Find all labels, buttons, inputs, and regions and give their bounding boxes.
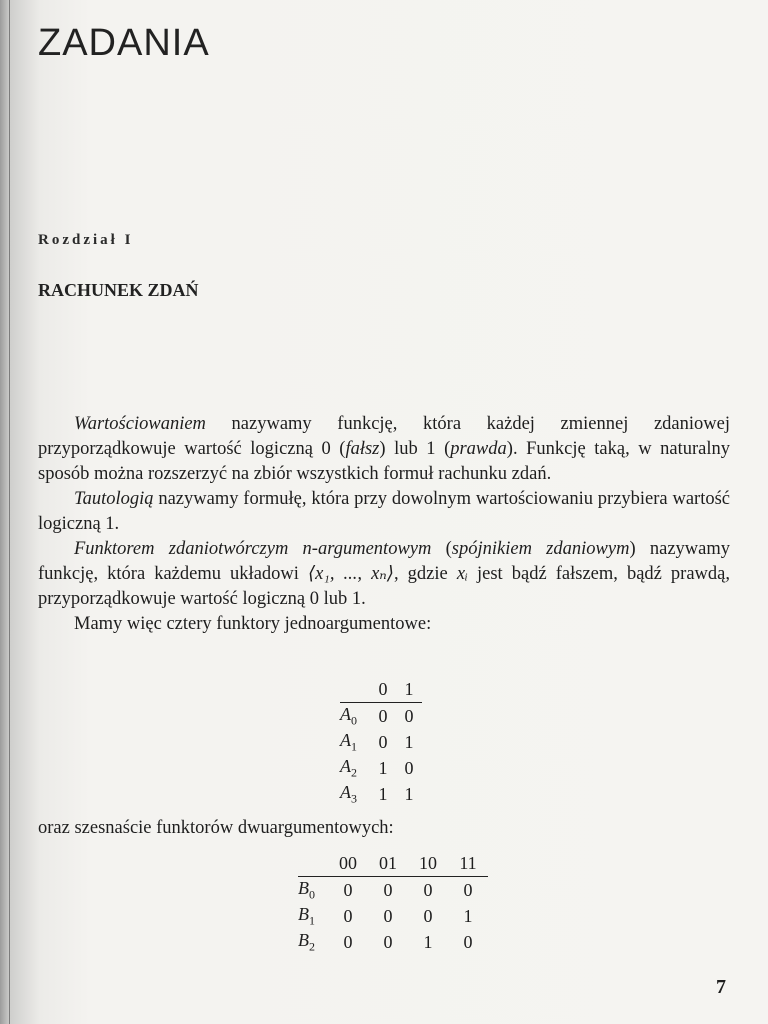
functor-index: 2 xyxy=(351,765,357,780)
table-cell: 0 xyxy=(404,705,414,726)
section-title: RACHUNEK ZDAŃ xyxy=(38,280,199,300)
text-span: ) nazywamy funkcję, która każdemu układowi xyxy=(38,539,730,584)
term-false: fałsz xyxy=(345,439,380,459)
term-connective: spójnikiem zdaniowym xyxy=(451,539,630,559)
unary-functor-table xyxy=(340,676,422,807)
paragraph-unary-intro: Mamy więc cztery funktory jednoargumentowe: xyxy=(74,614,432,634)
table-cell: 1 xyxy=(378,783,388,804)
row-label xyxy=(340,703,370,730)
table-header-cell: 01 xyxy=(368,850,408,877)
table-cell: 0 xyxy=(423,905,433,926)
chapter-title: ZADANIA xyxy=(38,22,210,64)
table-row xyxy=(340,781,422,807)
table-cell: 0 xyxy=(383,931,393,952)
row-label xyxy=(340,729,370,755)
table-cell: 1 xyxy=(404,731,414,752)
functor-index: 0 xyxy=(309,887,315,902)
table-row xyxy=(298,877,488,904)
table-cell: 0 xyxy=(343,931,353,952)
table-cell: 1 xyxy=(378,757,388,778)
functor-name: A xyxy=(340,729,351,750)
paragraph-functor xyxy=(38,537,730,612)
binary-functor-table xyxy=(298,850,488,955)
functor-index: 1 xyxy=(309,913,315,928)
table-cell: 0 xyxy=(463,931,473,952)
table-cell: 1 xyxy=(463,905,473,926)
paragraph-valuation xyxy=(38,412,730,487)
functor-name: B xyxy=(298,903,309,924)
table-corner xyxy=(340,676,370,703)
table-header-cell: 10 xyxy=(408,850,448,877)
text-span: nazywamy funkcję, która każdej zmiennej zdaniowej przyporządkowuje wartość logiczną 0 ( xyxy=(38,414,730,459)
functor-name: B xyxy=(298,877,309,898)
functor-name: B xyxy=(298,929,309,950)
table-row xyxy=(340,729,422,755)
functor-index: 1 xyxy=(351,739,357,754)
functor-name: A xyxy=(340,703,351,724)
table-cell: 1 xyxy=(404,783,414,804)
row-label xyxy=(298,903,328,929)
table-header-cell: 1 xyxy=(396,676,422,703)
functor-name: A xyxy=(340,755,351,776)
table-cell: 0 xyxy=(378,705,388,726)
term-valuation: Wartościowaniem xyxy=(74,414,206,434)
table-cell: 0 xyxy=(378,731,388,752)
functor-index: 2 xyxy=(309,939,315,954)
table-cell: 0 xyxy=(343,905,353,926)
body-text xyxy=(38,412,730,637)
row-label xyxy=(298,877,328,904)
table-header-cell: 00 xyxy=(328,850,368,877)
functor-index: 0 xyxy=(351,713,357,728)
table-header-row xyxy=(340,676,422,703)
row-label xyxy=(340,755,370,781)
text-span: jest bądź fałszem, bądź prawdą, przyporządkowuje wartość logiczną 0 lub 1. xyxy=(38,564,730,609)
paragraph-tautology xyxy=(38,487,730,537)
table-cell: 0 xyxy=(343,879,353,900)
table-header-cell: 11 xyxy=(448,850,488,877)
term-true: prawda xyxy=(450,439,507,459)
table-header-row xyxy=(298,850,488,877)
table-header-cell: 0 xyxy=(370,676,396,703)
functor-name: A xyxy=(340,781,351,802)
table-cell: 1 xyxy=(423,931,433,952)
tuple-expression: ⟨x₁, ..., xₙ⟩ xyxy=(307,564,394,584)
table-row xyxy=(340,755,422,781)
text-span: nazywamy formułę, która przy dowolnym wartościowaniu przybiera wartość logiczną 1. xyxy=(38,489,730,534)
table-row xyxy=(298,929,488,955)
row-label xyxy=(340,781,370,807)
table-row xyxy=(298,903,488,929)
text-span: ). Funkcję taką, w naturalny sposób można rozszerzyć na zbiór wszystkich formuł rachunku zdań. xyxy=(38,439,730,484)
text-span: , gdzie xyxy=(394,564,457,584)
text-span: ) lub 1 ( xyxy=(379,439,451,459)
text-span: ( xyxy=(431,539,452,559)
binary-intro-text: oraz szesnaście funktorów dwuargumentowych: xyxy=(38,818,394,838)
table-cell: 0 xyxy=(423,879,433,900)
table-cell: 0 xyxy=(463,879,473,900)
table-row xyxy=(340,703,422,730)
table-corner xyxy=(298,850,328,877)
functor-index: 3 xyxy=(351,791,357,806)
page-number: 7 xyxy=(716,976,726,998)
row-label xyxy=(298,929,328,955)
xi-expression: xᵢ xyxy=(456,564,468,584)
table-cell: 0 xyxy=(383,879,393,900)
table-cell: 0 xyxy=(383,905,393,926)
term-functor: Funktorem zdaniotwórczym n-argumentowym xyxy=(74,539,432,559)
term-tautology: Tautologią xyxy=(74,489,154,509)
section-label: Rozdział I xyxy=(38,232,134,248)
table-cell: 0 xyxy=(404,757,414,778)
page-gutter xyxy=(9,0,10,1024)
